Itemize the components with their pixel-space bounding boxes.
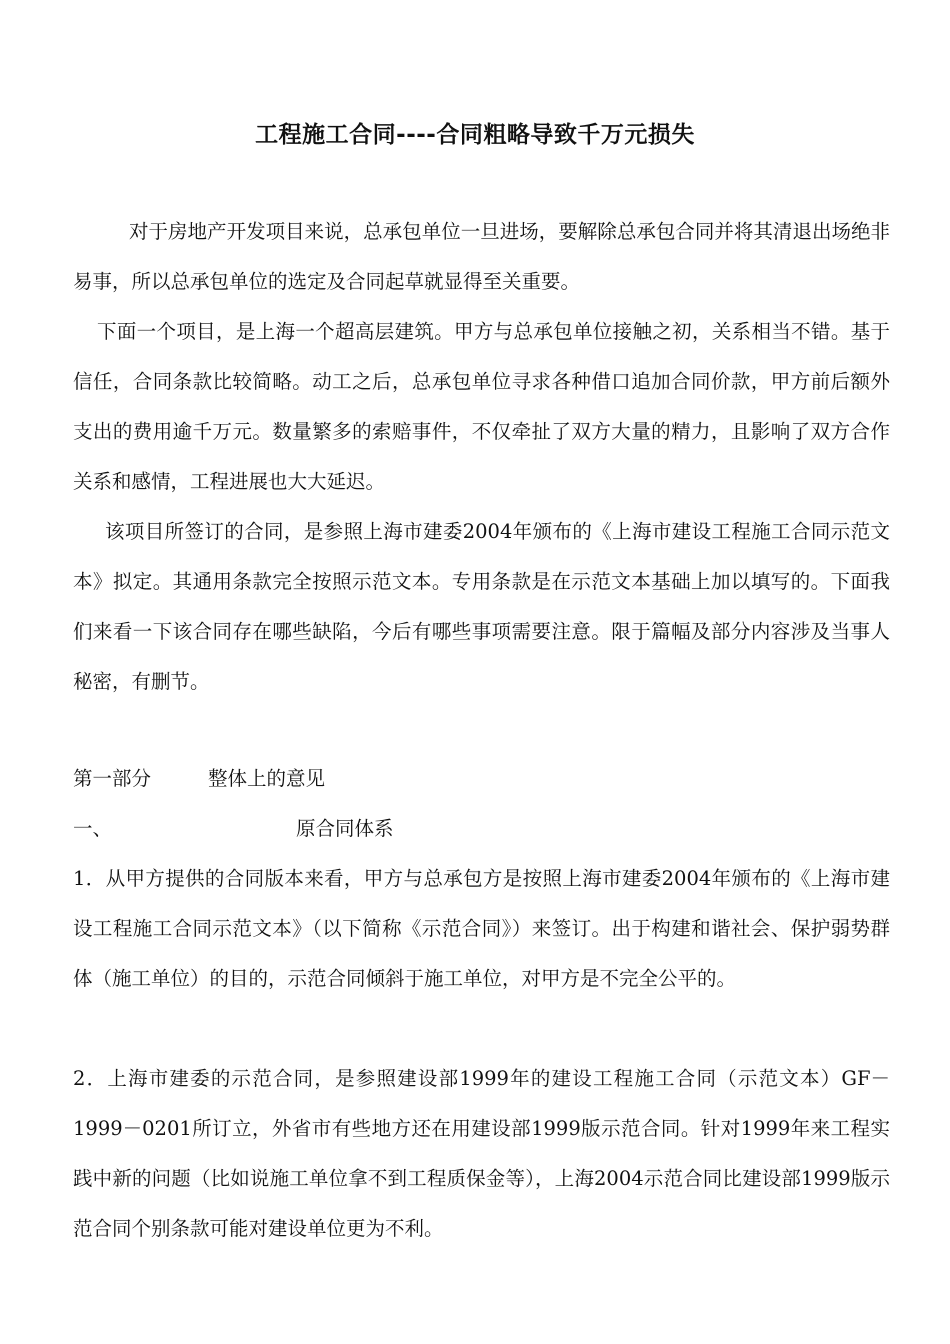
section-part-title: 整体上的意见: [208, 767, 326, 790]
section-part-label: 第一部分: [73, 767, 152, 790]
paragraph-intro: 对于房地产开发项目来说，总承包单位一旦进场，要解除总承包合同并将其清退出场绝非易事，所以总承包单位的选定及合同起草就显得至关重要。: [73, 220, 890, 293]
list-item-1: 1．从甲方提供的合同版本来看，甲方与总承包方是按照上海市建委2004年颁布的《上海市建设工程施工合同示范文本》（以下简称《示范合同》）来签订。出于构建和谐社会、保护弱势群体（施工单位）的目的，示范合同倾斜于施工单位，对甲方是不完全公平的。: [73, 867, 890, 990]
subsection-heading: [73, 804, 394, 854]
subsection-title: 原合同体系: [296, 817, 394, 840]
document-title: 工程施工合同----合同粗略导致千万元损失: [255, 122, 695, 148]
paragraph-contract: 该项目所签订的合同，是参照上海市建委2004年颁布的《上海市建设工程施工合同示范文本》拟定。其通用条款完全按照示范文本。专用条款是在示范文本基础上加以填写的。下面我们来看一下该合同存在哪些缺陷，今后有哪些事项需要注意。限于篇幅及部分内容涉及当事人秘密，有删节。: [73, 520, 890, 693]
section-heading: [73, 754, 326, 804]
list-item-2: 2．上海市建委的示范合同，是参照建设部1999年的建设工程施工合同（示范文本）GF－1999－0201所订立，外省市有些地方还在用建设部1999版示范合同。针对1999年来工程实践中新的问题（比如说施工单位拿不到工程质保金等），上海2004示范合同比建设部1999版示范合同个别条款可能对建设单位更为不利。: [73, 1067, 890, 1240]
subsection-label: 一、: [73, 817, 113, 840]
paragraph-project: 下面一个项目，是上海一个超高层建筑。甲方与总承包单位接触之初，关系相当不错。基于信任，合同条款比较简略。动工之后，总承包单位寻求各种借口追加合同价款，甲方前后额外支出的费用逾千万元。数量繁多的索赔事件，不仅牵扯了双方大量的精力，且影响了双方合作关系和感情，工程进展也大大延迟。: [73, 320, 890, 493]
